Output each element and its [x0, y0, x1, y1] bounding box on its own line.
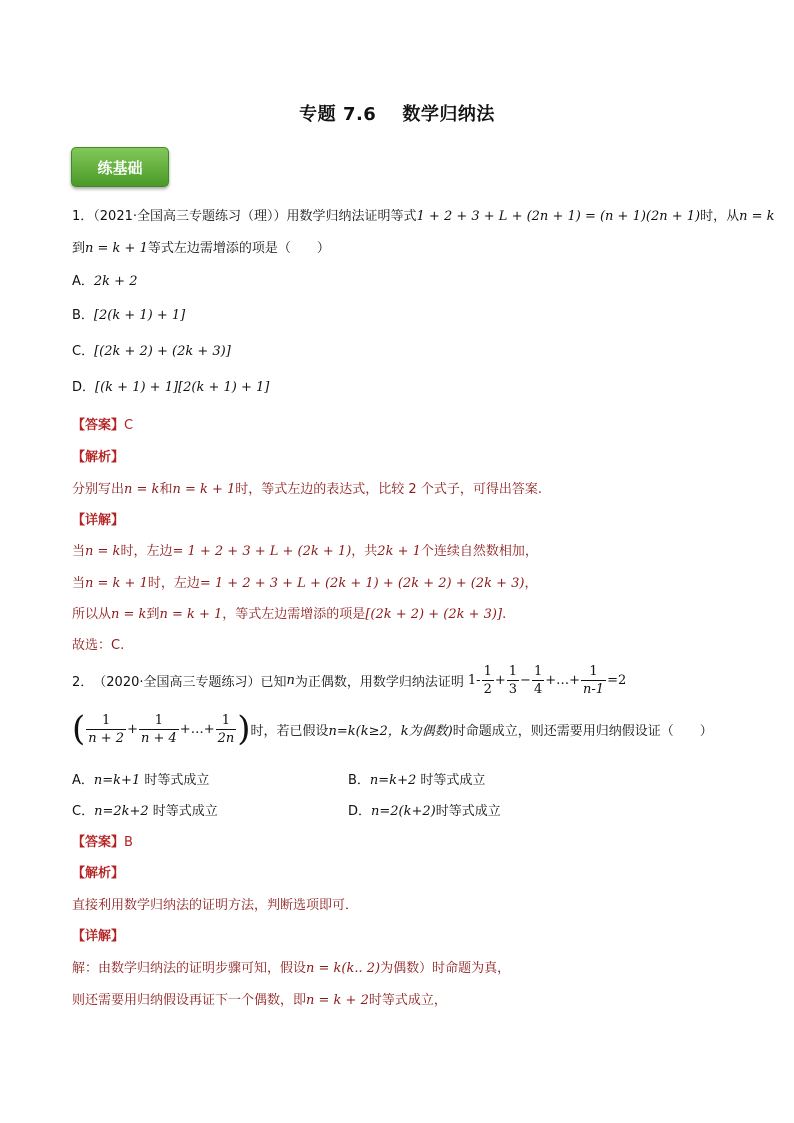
expr: n = k + 1 [172, 482, 236, 497]
option-expr: n=2(k+2) [371, 804, 436, 819]
q2-source: （2020·全国高三专题练习） [93, 674, 261, 690]
q1-option-d [72, 376, 269, 395]
option-expr: [(k + 1) + 1][2(k + 1) + 1] [95, 380, 270, 395]
frac-den: n + 4 [140, 730, 177, 746]
text: 为偶数）时命题为真， [380, 961, 511, 976]
expr: n=k(k≥2，k为偶数) [328, 723, 453, 739]
text: . [502, 607, 507, 622]
text: 当 [72, 544, 86, 559]
text: 已知 [260, 674, 287, 690]
text: 到 [146, 607, 160, 622]
q1-from: n = k [739, 209, 775, 224]
text: 个连续自然数相加， [420, 544, 538, 559]
expr: n [286, 672, 295, 688]
option-text: 时等式成立 [148, 804, 218, 819]
text: ，共 [351, 544, 378, 559]
fraction [581, 664, 606, 697]
frac-num: 1 [533, 663, 543, 679]
frac-num: 1 [154, 712, 164, 728]
op: +…+ [545, 672, 581, 688]
frac-den: 4 [533, 681, 543, 697]
q2-answer [72, 831, 133, 850]
expr: 1- [467, 672, 481, 688]
page-title [0, 100, 794, 126]
q1-answer [72, 414, 133, 433]
q1-detail-label: 【详解】 [72, 513, 125, 528]
text: 分别写出 [72, 482, 125, 497]
frac-num: 1 [589, 663, 598, 679]
text: 和 [159, 482, 173, 497]
expr: n = k(k.. 2) [306, 961, 381, 976]
frac-den: 2n [217, 730, 235, 746]
text: 时，左边 [147, 576, 200, 591]
q2-option-c [72, 800, 218, 819]
frac-num: 1 [508, 663, 518, 679]
q1-source: （2021·全国高三专题练习（理）） [93, 209, 287, 224]
q1-option-b [72, 304, 185, 323]
q1-detail-line1 [72, 540, 538, 559]
text: 所以从 [72, 607, 112, 622]
frac-den: 2 [483, 681, 492, 697]
frac-den: n-1 [583, 681, 605, 697]
q1-detail-line2 [72, 572, 537, 591]
title-topic: 数学归纳法 [402, 104, 495, 125]
title-label: 专题 7.6 [299, 104, 377, 125]
q1-number: 1． [72, 209, 94, 224]
op: + [494, 672, 506, 688]
answer-label: 【答案】 [72, 418, 125, 433]
q2-detail-line1 [72, 957, 510, 976]
option-letter: A． [72, 274, 94, 289]
expr: = 1 + 2 + 3 + L + (2k + 1) + (2k + 2) + (2k + 3) [199, 576, 525, 591]
answer-label: 【答案】 [72, 835, 125, 850]
frac-num: 1 [483, 663, 492, 679]
option-letter: A． [72, 773, 94, 788]
text: 时，若已假设 [250, 723, 329, 739]
q1-option-c [72, 340, 231, 359]
q2-analysis: 直接利用数学归纳法的证明方法，判断选项即可． [72, 898, 359, 913]
option-expr: n=k+2 [369, 773, 417, 788]
option-expr: n=k+1 [93, 773, 141, 788]
q1-option-a [72, 270, 137, 289]
fraction [139, 713, 179, 746]
text: 时，等式左边的表达式，比较 2 个式子，可得出答案. [235, 482, 542, 497]
text: 当 [72, 576, 86, 591]
frac-den: n + 2 [88, 730, 125, 746]
q1-detail-line3 [72, 603, 506, 622]
text: 解：由数学归纳法的证明步骤可知，假设 [72, 961, 307, 976]
expr: n = k + 1 [159, 607, 223, 622]
option-expr: 2k + 2 [93, 274, 138, 289]
fraction [532, 664, 544, 697]
expr: n = k [111, 607, 147, 622]
answer-value: C [124, 418, 134, 433]
q2-stem-line1 [72, 660, 626, 700]
option-expr: [2(k + 1) + 1] [93, 308, 186, 323]
fraction [482, 664, 494, 697]
q1-analysis-label: 【解析】 [72, 450, 125, 465]
text: 为正偶数，用数学归纳法证明 [294, 674, 464, 690]
expr: =2 [607, 672, 627, 688]
q1-stem-c: 到 [72, 241, 86, 256]
text: 时，左边 [120, 544, 173, 559]
q2-number: 2． [72, 674, 94, 690]
option-letter: D． [348, 804, 372, 819]
q2-option-d [348, 800, 501, 819]
q1-analysis [72, 478, 542, 497]
fraction [86, 713, 126, 746]
option-text: 时等式成立 [435, 804, 501, 819]
q1-conclusion: 故选：C. [72, 638, 125, 653]
option-letter: C． [72, 804, 95, 819]
left-paren: ( [72, 709, 86, 749]
op: − [520, 672, 531, 688]
q1-stem-line2 [72, 237, 330, 256]
q2-option-a [72, 769, 209, 788]
fraction [216, 713, 237, 746]
option-text: 时等式成立 [416, 773, 486, 788]
text: ， [524, 576, 538, 591]
q2-analysis-label: 【解析】 [72, 866, 125, 881]
expr: [(2k + 2) + (2k + 3)] [365, 607, 503, 622]
op: + [127, 721, 138, 737]
text: 时命题成立，则还需要用归纳假设证（ ） [452, 723, 713, 739]
q1-stem-b: 时，从 [700, 209, 740, 224]
op: +…+ [179, 721, 215, 737]
option-expr: n=2k+2 [94, 804, 149, 819]
option-expr: [(2k + 2) + (2k + 3)] [94, 344, 231, 359]
fraction [507, 664, 519, 697]
q1-stem-a: 用数学归纳法证明等式 [286, 209, 417, 224]
section-badge: 练基础 [71, 147, 169, 187]
option-letter: C． [72, 344, 95, 359]
q1-equation: 1 + 2 + 3 + L + (2n + 1) = (n + 1)(2n + 1) [416, 209, 701, 224]
q2-stem-line2 [72, 706, 713, 752]
expr: n = k [124, 482, 160, 497]
q1-to: n = k + 1 [85, 241, 148, 256]
expr: n = k [85, 544, 121, 559]
expr: n = k + 1 [85, 576, 148, 591]
text: ，等式左边需增添的项是 [222, 607, 366, 622]
frac-num: 1 [102, 712, 111, 728]
option-letter: D． [72, 380, 96, 395]
option-letter: B． [72, 308, 94, 323]
q2-option-b [348, 769, 485, 788]
q2-detail-label: 【详解】 [72, 929, 125, 944]
frac-den: 3 [508, 681, 518, 697]
option-letter: B． [348, 773, 370, 788]
frac-num: 1 [221, 712, 231, 728]
expr: n = k + 2 [306, 993, 369, 1008]
option-text: 时等式成立 [140, 773, 210, 788]
right-paren: ) [237, 709, 251, 749]
text: 时等式成立， [368, 993, 447, 1008]
text: 则还需要用归纳假设再证下一个偶数，即 [72, 993, 307, 1008]
expr: 2k + 1 [377, 544, 421, 559]
q1-stem-d: 等式左边需增添的项是（ ） [147, 241, 330, 256]
expr: = 1 + 2 + 3 + L + (2k + 1) [172, 544, 352, 559]
q1-stem-line1 [72, 205, 775, 224]
q2-detail-line2 [72, 989, 447, 1008]
answer-value: B [124, 835, 133, 850]
